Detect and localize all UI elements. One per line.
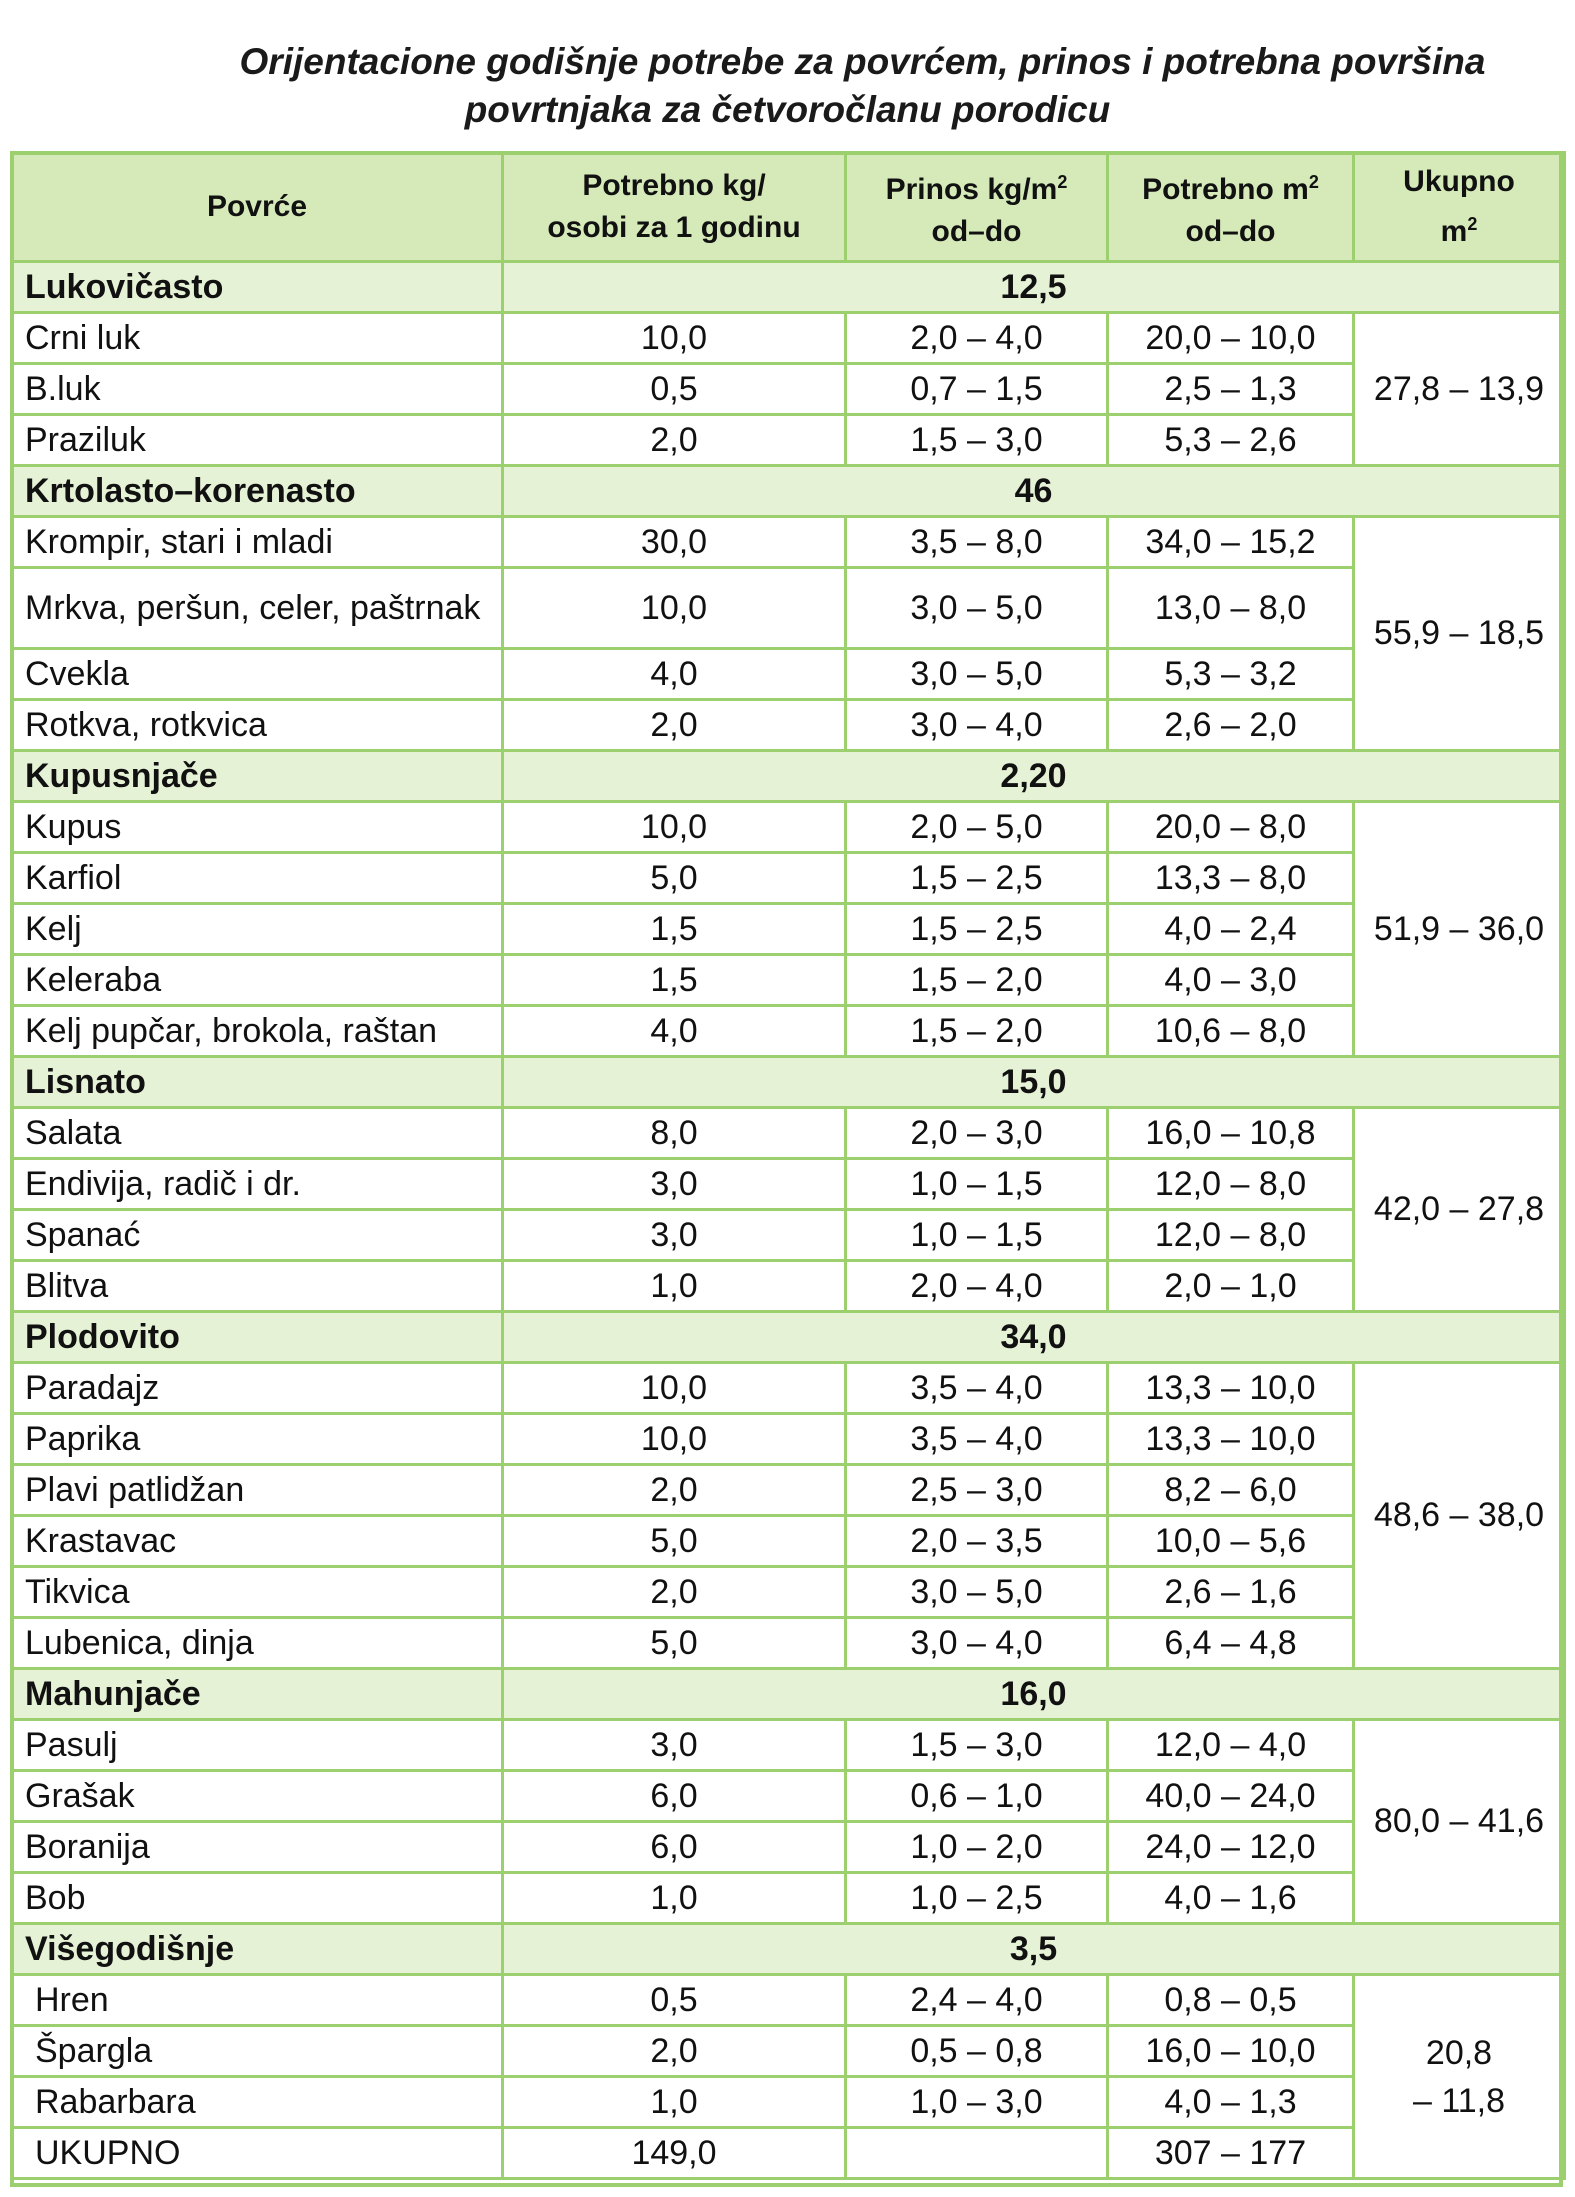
kg-per-person: 0,5 [503,364,846,415]
page-title [0,38,1575,134]
area-range: 2,6 – 2,0 [1108,700,1354,751]
yield-range: 1,0 – 1,5 [846,1159,1108,1210]
group-name: Krtolasto–korenasto [12,466,503,517]
vegetable-name: Cvekla [12,649,503,700]
area-range: 34,0 – 15,2 [1108,517,1354,568]
yield-range: 1,5 – 2,5 [846,853,1108,904]
vegetable-name: Kupus [12,802,503,853]
area-range: 10,6 – 8,0 [1108,1006,1354,1057]
vegetable-name: Lubenica, dinja [12,1618,503,1669]
group-name: Kupusnjače [12,751,503,802]
yield-range: 0,5 – 0,8 [846,2026,1108,2077]
vegetable-name: Plavi patlidžan [12,1465,503,1516]
kg-per-person: 10,0 [503,568,846,649]
vegetable-name: Grašak [12,1771,503,1822]
area-range: 16,0 – 10,8 [1108,1108,1354,1159]
vegetable-name: Kelj [12,904,503,955]
yield-range: 3,5 – 4,0 [846,1414,1108,1465]
area-range: 2,0 – 1,0 [1108,1261,1354,1312]
yield-range: 2,0 – 3,0 [846,1108,1108,1159]
kg-per-person: 8,0 [503,1108,846,1159]
kg-per-person: 5,0 [503,853,846,904]
group-name: Plodovito [12,1312,503,1363]
area-range: 4,0 – 1,3 [1108,2077,1354,2128]
vegetable-name: Paradajz [12,1363,503,1414]
area-range: 2,6 – 1,6 [1108,1567,1354,1618]
area-range: 8,2 – 6,0 [1108,1465,1354,1516]
yield-range: 2,0 – 3,5 [846,1516,1108,1567]
group-total-line-1: 20,8 [1425,2033,1493,2072]
area-range: 12,0 – 8,0 [1108,1210,1354,1261]
area-range: 40,0 – 24,0 [1108,1771,1354,1822]
yield-range: 3,5 – 8,0 [846,517,1108,568]
yield-range: 3,5 – 4,0 [846,1363,1108,1414]
vegetable-name: Bob [12,1873,503,1924]
table-row [12,1108,1565,1159]
vegetable-name: Hren [12,1975,503,2026]
vegetable-name: Salata [12,1108,503,1159]
yield-range: 1,0 – 3,0 [846,2077,1108,2128]
group-value: 12,5 [503,262,1565,313]
group-total: 51,9 – 36,0 [1354,802,1565,1057]
group-name: Mahunjače [12,1669,503,1720]
table-row [12,1159,1565,1210]
vegetable-table [10,151,1566,2180]
table-row [12,955,1565,1006]
group-total [1354,1975,1565,2179]
table-row [12,2026,1565,2077]
area-range: 307 – 177 [1108,2128,1354,2179]
vegetable-name: Spanać [12,1210,503,1261]
group-total: 55,9 – 18,5 [1354,517,1565,751]
vegetable-name: Pasulj [12,1720,503,1771]
yield-range: 1,5 – 3,0 [846,415,1108,466]
kg-per-person: 10,0 [503,1363,846,1414]
yield-range: 1,5 – 2,0 [846,1006,1108,1057]
kg-per-person: 10,0 [503,1414,846,1465]
table-row [12,649,1565,700]
vegetable-name: Krastavac [12,1516,503,1567]
group-name: Lisnato [12,1057,503,1108]
group-total-line-2: – 11,8 [1412,2081,1505,2120]
kg-per-person: 10,0 [503,313,846,364]
kg-per-person: 1,5 [503,904,846,955]
group-total: 27,8 – 13,9 [1354,313,1565,466]
vegetable-name: B.luk [12,364,503,415]
yield-range: 3,0 – 5,0 [846,649,1108,700]
kg-per-person: 5,0 [503,1516,846,1567]
kg-per-person: 1,5 [503,955,846,1006]
table-row [12,1720,1565,1771]
table-row [12,853,1565,904]
yield-range: 0,7 – 1,5 [846,364,1108,415]
area-range: 13,0 – 8,0 [1108,568,1354,649]
table-row [12,1873,1565,1924]
table-row [12,1414,1565,1465]
table-row [12,904,1565,955]
yield-range [846,2128,1108,2179]
table-row [12,1363,1565,1414]
area-range: 12,0 – 4,0 [1108,1720,1354,1771]
header-potrebno-kg: Potrebno kg/ osobi za 1 godinu [503,153,846,262]
group-row [12,1924,1565,1975]
kg-per-person: 5,0 [503,1618,846,1669]
kg-per-person: 2,0 [503,2026,846,2077]
area-range: 4,0 – 3,0 [1108,955,1354,1006]
yield-range: 0,6 – 1,0 [846,1771,1108,1822]
yield-range: 3,0 – 4,0 [846,700,1108,751]
vegetable-name: Špargla [12,2026,503,2077]
group-row [12,466,1565,517]
table-row [12,364,1565,415]
kg-per-person: 30,0 [503,517,846,568]
kg-per-person: 2,0 [503,1567,846,1618]
table-row [12,2128,1565,2179]
vegetable-name: Praziluk [12,415,503,466]
area-range: 13,3 – 8,0 [1108,853,1354,904]
group-row [12,751,1565,802]
table-row [12,517,1565,568]
area-range: 2,5 – 1,3 [1108,364,1354,415]
area-range: 4,0 – 2,4 [1108,904,1354,955]
table-body [12,262,1565,2179]
vegetable-name: Rotkva, rotkvica [12,700,503,751]
vegetable-name: UKUPNO [12,2128,503,2179]
kg-per-person: 0,5 [503,1975,846,2026]
table-row [12,1567,1565,1618]
table-row [12,1006,1565,1057]
table-row [12,1261,1565,1312]
table-row [12,313,1565,364]
yield-range: 1,0 – 1,5 [846,1210,1108,1261]
yield-range: 1,0 – 2,0 [846,1822,1108,1873]
title-line-1: Orijentacione godišnje potrebe za povrćem, prinos i potrebna površina [239,41,1486,82]
area-range: 6,4 – 4,8 [1108,1618,1354,1669]
vegetable-name: Krompir, stari i mladi [12,517,503,568]
kg-per-person: 4,0 [503,1006,846,1057]
yield-range: 1,5 – 2,0 [846,955,1108,1006]
area-range: 20,0 – 8,0 [1108,802,1354,853]
vegetable-name: Karfiol [12,853,503,904]
group-row [12,1312,1565,1363]
table-row [12,1210,1565,1261]
vegetable-name: Rabarbara [12,2077,503,2128]
area-range: 12,0 – 8,0 [1108,1159,1354,1210]
vegetable-name: Mrkva, peršun, celer, paštrnak [12,568,503,649]
group-value: 3,5 [503,1924,1565,1975]
group-row [12,1669,1565,1720]
yield-range: 1,0 – 2,5 [846,1873,1108,1924]
kg-per-person: 3,0 [503,1210,846,1261]
table-row [12,568,1565,649]
table-row [12,1975,1565,2026]
group-total: 48,6 – 38,0 [1354,1363,1565,1669]
yield-range: 2,5 – 3,0 [846,1465,1108,1516]
kg-per-person: 1,0 [503,2077,846,2128]
yield-range: 2,0 – 5,0 [846,802,1108,853]
vegetable-name: Crni luk [12,313,503,364]
yield-range: 3,0 – 5,0 [846,568,1108,649]
yield-range: 2,0 – 4,0 [846,313,1108,364]
area-range: 24,0 – 12,0 [1108,1822,1354,1873]
title-line-2: povrtnjaka za četvoročlanu porodicu [464,89,1111,130]
kg-per-person: 2,0 [503,700,846,751]
vegetable-name: Kelj pupčar, brokola, raštan [12,1006,503,1057]
header-prinos: Prinos $kg/m^2$ od–do [846,153,1108,262]
group-total: 80,0 – 41,6 [1354,1720,1565,1924]
kg-per-person: 10,0 [503,802,846,853]
area-range: 20,0 – 10,0 [1108,313,1354,364]
group-row [12,1057,1565,1108]
vegetable-name: Endivija, radič i dr. [12,1159,503,1210]
kg-per-person: 3,0 [503,1159,846,1210]
group-value: 34,0 [503,1312,1565,1363]
group-value: 2,20 [503,751,1565,802]
kg-per-person: 1,0 [503,1261,846,1312]
table-row [12,1516,1565,1567]
kg-per-person: 149,0 [503,2128,846,2179]
header-potrebno-m2: Potrebno $m^2$ od–do [1108,153,1354,262]
vegetable-name: Blitva [12,1261,503,1312]
table-row [12,1822,1565,1873]
kg-per-person: 4,0 [503,649,846,700]
vegetable-name: Boranija [12,1822,503,1873]
yield-range: 3,0 – 5,0 [846,1567,1108,1618]
group-value: 46 [503,466,1565,517]
kg-per-person: 6,0 [503,1822,846,1873]
area-range: 10,0 – 5,6 [1108,1516,1354,1567]
kg-per-person: 2,0 [503,415,846,466]
area-range: 0,8 – 0,5 [1108,1975,1354,2026]
vegetable-name: Paprika [12,1414,503,1465]
yield-range: 2,0 – 4,0 [846,1261,1108,1312]
table-row [12,700,1565,751]
yield-range: 1,5 – 3,0 [846,1720,1108,1771]
vegetable-name: Keleraba [12,955,503,1006]
area-range: 13,3 – 10,0 [1108,1414,1354,1465]
table-row [12,1618,1565,1669]
group-value: 16,0 [503,1669,1565,1720]
group-row [12,262,1565,313]
yield-range: 1,5 – 2,5 [846,904,1108,955]
yield-range: 3,0 – 4,0 [846,1618,1108,1669]
vegetable-name: Tikvica [12,1567,503,1618]
header-ukupno: Ukupno $m^2$ [1354,153,1565,262]
table-row [12,1771,1565,1822]
area-range: 16,0 – 10,0 [1108,2026,1354,2077]
table-row [12,802,1565,853]
table-row [12,415,1565,466]
group-name: Višegodišnje [12,1924,503,1975]
table-row [12,1465,1565,1516]
area-range: 13,3 – 10,0 [1108,1363,1354,1414]
kg-per-person: 1,0 [503,1873,846,1924]
group-total: 42,0 – 27,8 [1354,1108,1565,1312]
header-row [12,153,1565,262]
header-povrce: Povrće [12,153,503,262]
area-range: 5,3 – 3,2 [1108,649,1354,700]
kg-per-person: 3,0 [503,1720,846,1771]
area-range: 4,0 – 1,6 [1108,1873,1354,1924]
group-name: Lukovičasto [12,262,503,313]
yield-range: 2,4 – 4,0 [846,1975,1108,2026]
table-row [12,2077,1565,2128]
area-range: 5,3 – 2,6 [1108,415,1354,466]
group-value: 15,0 [503,1057,1565,1108]
kg-per-person: 6,0 [503,1771,846,1822]
kg-per-person: 2,0 [503,1465,846,1516]
